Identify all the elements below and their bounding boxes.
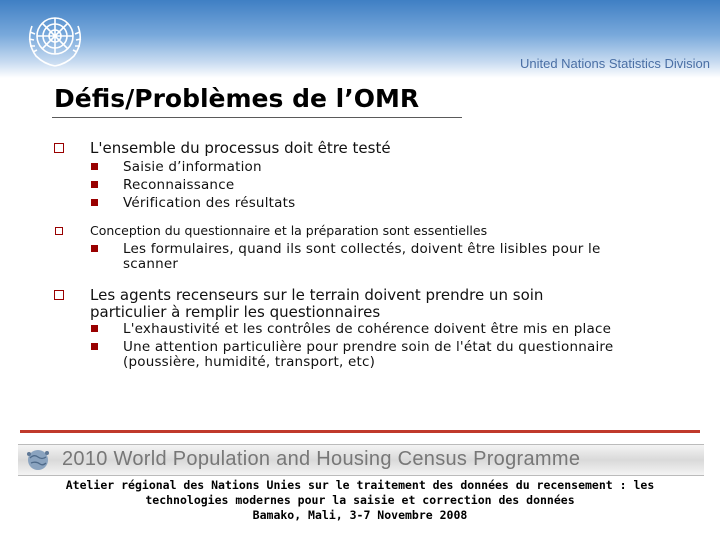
- footer: [20, 478, 700, 523]
- filled-square-bullet-icon: [91, 325, 98, 332]
- bottom-divider: [20, 430, 700, 433]
- sub-bullet-text: Une attention particulière pour prendre soin de l'état du questionnaire: [123, 339, 614, 355]
- bullet-text-continued: particulier à remplir les questionnaires: [90, 303, 381, 321]
- bullet-text: Conception du questionnaire et la préparation sont essentielles: [90, 223, 488, 238]
- hollow-square-bullet-icon: [55, 227, 63, 235]
- footer-line: technologies modernes pour la saisie et correction des données: [145, 493, 575, 507]
- footer-line: Bamako, Mali, 3-7 Novembre 2008: [252, 508, 468, 522]
- sub-bullet-text: Vérification des résultats: [123, 195, 296, 211]
- bullet-text: L'ensemble du processus doit être testé: [90, 139, 391, 157]
- filled-square-bullet-icon: [91, 163, 98, 170]
- sub-bullet-text: Saisie d’information: [123, 159, 262, 175]
- census-programme-title: 2010 World Population and Housing Census Programme: [62, 448, 581, 470]
- sub-bullet-text: Reconnaissance: [123, 177, 235, 193]
- header-band: [0, 0, 720, 78]
- filled-square-bullet-icon: [91, 199, 98, 206]
- hollow-square-bullet-icon: [54, 143, 64, 153]
- filled-square-bullet-icon: [91, 343, 98, 350]
- sub-bullet-text-continued: (poussière, humidité, transport, etc): [123, 354, 376, 370]
- filled-square-bullet-icon: [91, 181, 98, 188]
- sub-bullet-text: L'exhaustivité et les contrôles de cohérence doivent être mis en place: [123, 321, 612, 337]
- un-emblem-icon: [20, 8, 90, 70]
- slide-title: Défis/Problèmes de l’OMR: [54, 84, 420, 113]
- filled-square-bullet-icon: [91, 245, 98, 252]
- title-underline: [52, 117, 462, 118]
- hollow-square-bullet-icon: [54, 290, 64, 300]
- sub-bullet-text-continued: scanner: [123, 256, 179, 272]
- bullet-text: Les agents recenseurs sur le terrain doivent prendre un soin: [90, 286, 544, 304]
- division-name: United Nations Statistics Division: [519, 56, 710, 71]
- sub-bullet-text: Les formulaires, quand ils sont collectés, doivent être lisibles pour le: [123, 241, 601, 257]
- census-programme-banner: [18, 444, 704, 476]
- globe-people-icon: [24, 448, 52, 472]
- footer-line: Atelier régional des Nations Unies sur le traitement des données du recensement : les: [65, 478, 655, 492]
